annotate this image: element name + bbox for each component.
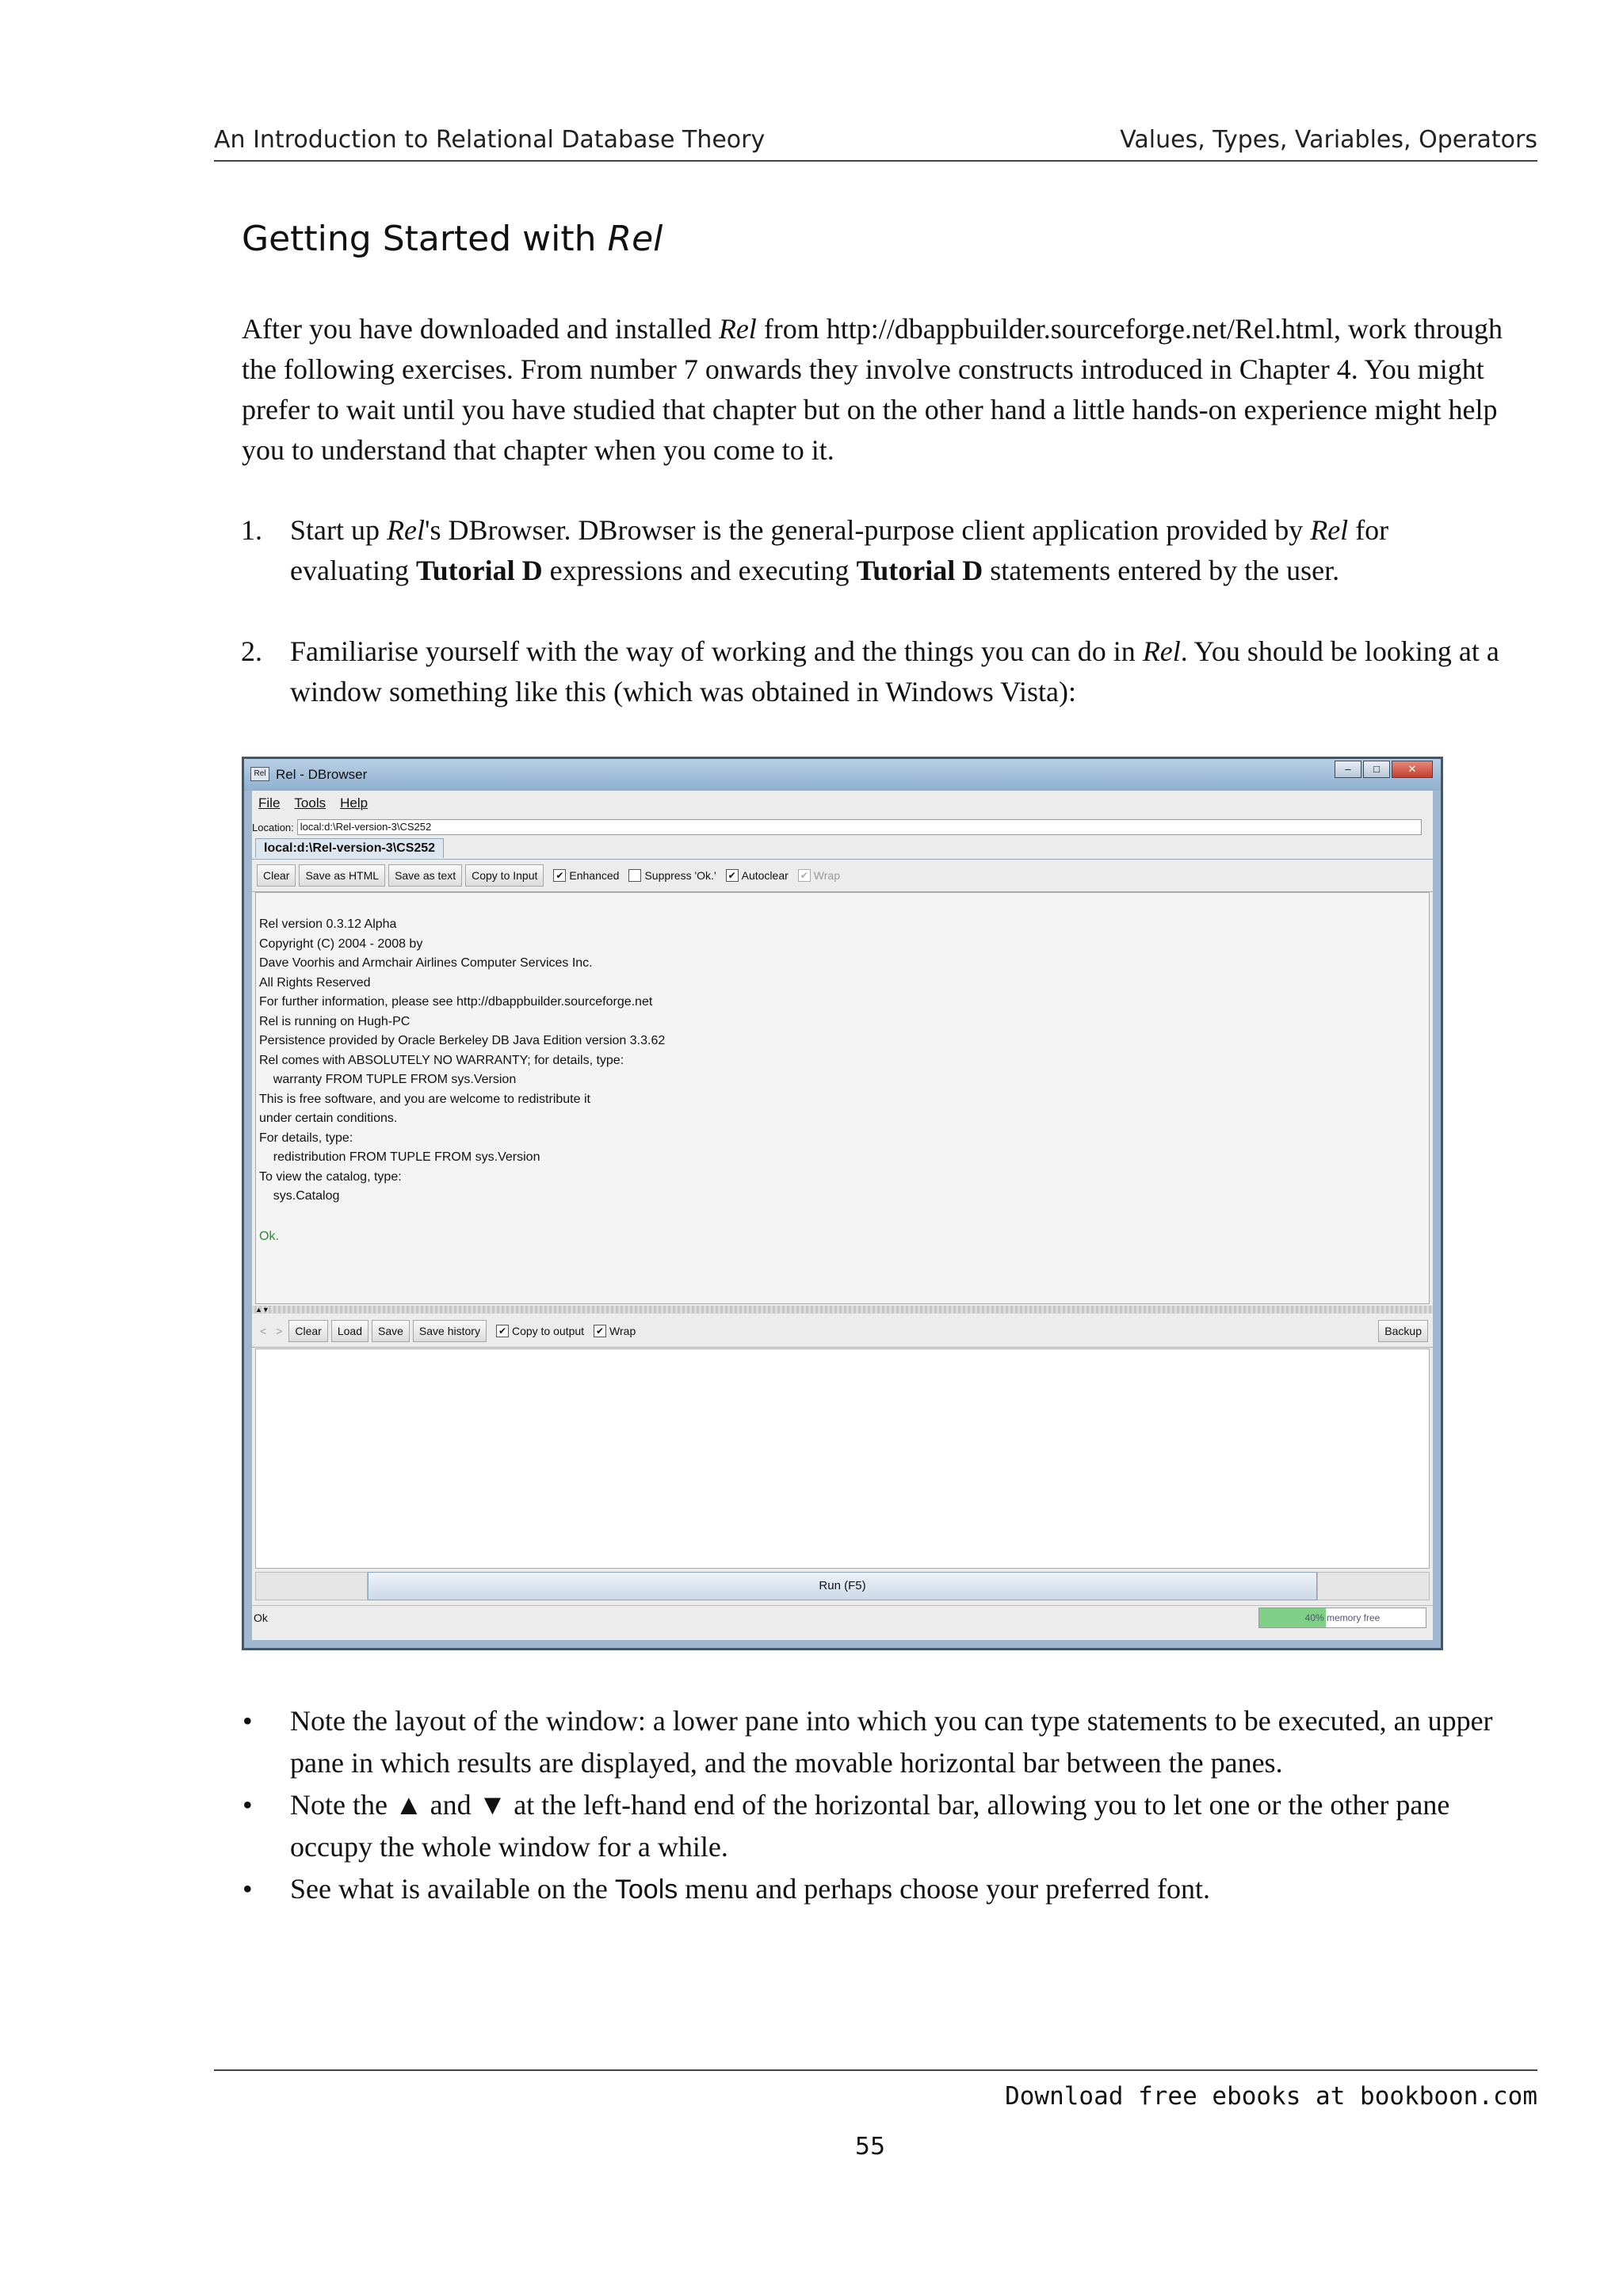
menu-file[interactable]: File: [258, 795, 281, 810]
run-row-right-spacer: [1317, 1572, 1430, 1600]
bullet-item: [242, 1784, 1518, 1868]
wrap-label: Wrap: [813, 869, 840, 882]
intro-rel: Rel: [718, 313, 757, 345]
close-icon[interactable]: ✕: [1392, 761, 1433, 778]
bullet-tools-word: Tools: [614, 1875, 678, 1905]
location-input[interactable]: local:d:\Rel-version-3\CS252: [297, 819, 1422, 835]
location-label: Location:: [252, 821, 294, 833]
bullet-icon: •: [242, 1873, 253, 1905]
bullet-text: See what is available on the: [290, 1873, 615, 1905]
page-number: 55: [854, 2133, 886, 2161]
menu-help[interactable]: Help: [340, 795, 369, 810]
output-ok: Ok.: [259, 1229, 279, 1243]
checkbox-checked-icon: ✔: [496, 1325, 509, 1337]
copy-to-output-label: Copy to output: [511, 1325, 585, 1337]
checkbox-checked-icon: ✔: [726, 869, 739, 882]
minimize-icon[interactable]: –: [1335, 761, 1361, 778]
copy-to-output-checkbox[interactable]: [496, 1325, 584, 1337]
item-rel: Rel: [387, 514, 425, 546]
item-text: . You should be looking at a window something like this (which was obtained in Windows Vista):: [290, 635, 1499, 707]
splitter-up-down-icon[interactable]: ▲▼: [255, 1306, 269, 1314]
save-as-html-button[interactable]: Save as HTML: [299, 864, 385, 887]
checkbox-checked-icon: ✔: [553, 869, 566, 882]
running-header: [214, 111, 1537, 162]
bullet-text: Note the layout of the window: a lower pane into which you can type statements to be executed, an upper pane in which results are displayed, and the movable horizontal bar between the panes.: [290, 1705, 1493, 1779]
status-bar: [252, 1605, 1433, 1630]
run-button[interactable]: Run (F5): [368, 1572, 1317, 1600]
enhanced-label: Enhanced: [569, 869, 620, 882]
intro-text-rest: from http://dbappbuilder.sourceforge.net/Rel.html, work through the following exercises. From number 7 onwards they involve constructs introduced in Chapter 4. You might prefer to wait until you have studied that chapter but on the other hand a little hands-on experience might help you to understand that chapter when you come to it.: [242, 313, 1503, 466]
menu-tools[interactable]: Tools: [294, 795, 327, 810]
bullet-item: [242, 1700, 1518, 1784]
section-title: [242, 219, 663, 259]
window-client: [252, 791, 1433, 1640]
output-toolbar: [252, 859, 1433, 892]
autoclear-checkbox[interactable]: [726, 869, 789, 882]
maximize-icon[interactable]: □: [1363, 761, 1390, 778]
clear-output-button[interactable]: Clear: [257, 864, 296, 887]
memory-indicator: [1258, 1608, 1426, 1628]
wrap-input-label: Wrap: [609, 1325, 636, 1337]
status-text: Ok: [254, 1611, 268, 1624]
bullet-text: menu and perhaps choose your preferred font.: [678, 1873, 1210, 1905]
input-toolbar: [252, 1315, 1433, 1348]
window-titlebar[interactable]: [244, 759, 1441, 791]
pane-splitter[interactable]: [252, 1306, 1433, 1314]
item-text: expressions and executing: [542, 555, 857, 586]
item-rel: Rel: [1142, 635, 1181, 667]
enhanced-checkbox[interactable]: [553, 869, 619, 882]
suppress-label: Suppress 'Ok.': [644, 869, 716, 882]
autoclear-label: Autoclear: [741, 869, 789, 882]
bullet-icon: •: [242, 1705, 253, 1737]
footer-link[interactable]: Download free ebooks at bookboon.com: [1005, 2082, 1537, 2111]
list-number: 2.: [241, 635, 262, 667]
intro-text: After you have downloaded and installed: [242, 313, 719, 345]
clear-input-button[interactable]: Clear: [288, 1320, 327, 1342]
output-pane[interactable]: [255, 892, 1430, 1304]
save-history-button[interactable]: Save history: [413, 1320, 487, 1342]
bullet-list: [242, 1700, 1518, 1911]
wrap-output-checkbox: [798, 869, 840, 882]
list-item-2: [241, 631, 1510, 712]
app-icon: Rel: [250, 767, 269, 781]
running-header-left: An Introduction to Relational Database Theory: [214, 126, 766, 154]
item-text: 's DBrowser. DBrowser is the general-purpose client application provided by: [424, 514, 1311, 546]
checkbox-checked-icon: ✔: [594, 1325, 606, 1337]
menubar: [252, 791, 1433, 816]
dbrowser-window: [242, 757, 1443, 1650]
intro-paragraph: [242, 309, 1510, 471]
history-forward-button[interactable]: >: [276, 1325, 283, 1337]
item-text: Start up: [290, 514, 387, 546]
wrap-input-checkbox[interactable]: [594, 1325, 636, 1337]
list-number: 1.: [241, 514, 262, 546]
save-button[interactable]: Save: [372, 1320, 410, 1342]
item-text: for evaluating: [290, 514, 1389, 586]
suppress-ok-checkbox[interactable]: [628, 869, 716, 882]
history-back-button[interactable]: <: [260, 1325, 267, 1337]
location-bar: [252, 818, 1433, 837]
window-controls: [1335, 761, 1433, 778]
item-tutorial-d: Tutorial D: [415, 555, 543, 586]
output-text: Rel version 0.3.12 Alpha Copyright (C) 2004 - 2008 by Dave Voorhis and Armchair Airlines Computer Services Inc. All Rights Reserved For further information, please see http://dbappbuilder.sourceforge.net Rel is running on Hugh-PC Persistence provided by Oracle Berkeley DB Java Edition version 3.3.62 Rel comes with ABSOLUTELY NO WARRANTY; for details, type: warranty FROM TUPLE FROM sys.Version This is free software, and you are welcome to redistribute it under certain conditions. For details, type: redistribution FROM TUPLE FROM sys.Version To view the catalog, type: sys.Catalog: [259, 917, 666, 1203]
footer-rule: [214, 2069, 1537, 2071]
memory-label: 40% memory free: [1304, 1612, 1381, 1623]
checkbox-unchecked-icon: [628, 869, 641, 882]
bullet-icon: •: [242, 1789, 253, 1821]
tab-connection[interactable]: local:d:\Rel-version-3\CS252: [255, 838, 444, 858]
copy-to-input-button[interactable]: Copy to Input: [465, 864, 544, 887]
item-text: statements entered by the user.: [983, 555, 1340, 586]
backup-button[interactable]: Backup: [1378, 1320, 1428, 1342]
bullet-text: Note the ▲ and ▼ at the left-hand end of the horizontal bar, allowing you to let one or the other pane occupy the whole window for a while.: [290, 1789, 1450, 1863]
item-text: Familiarise yourself with the way of working and the things you can do in: [290, 635, 1143, 667]
run-row: [255, 1572, 1430, 1600]
section-title-prefix: Getting Started with: [242, 219, 608, 259]
bullet-item: [242, 1868, 1518, 1911]
running-header-right: Values, Types, Variables, Operators: [1120, 126, 1537, 154]
checkbox-checked-icon: ✔: [798, 869, 811, 882]
run-row-left-spacer: [255, 1572, 368, 1600]
section-title-emph: Rel: [607, 219, 663, 259]
list-item-1: [241, 510, 1510, 591]
window-title: Rel - DBrowser: [276, 767, 368, 782]
item-tutorial-d: Tutorial D: [856, 555, 983, 586]
load-button[interactable]: Load: [331, 1320, 369, 1342]
save-as-text-button[interactable]: Save as text: [388, 864, 462, 887]
statement-input-pane[interactable]: [255, 1348, 1430, 1569]
item-rel: Rel: [1310, 514, 1349, 546]
